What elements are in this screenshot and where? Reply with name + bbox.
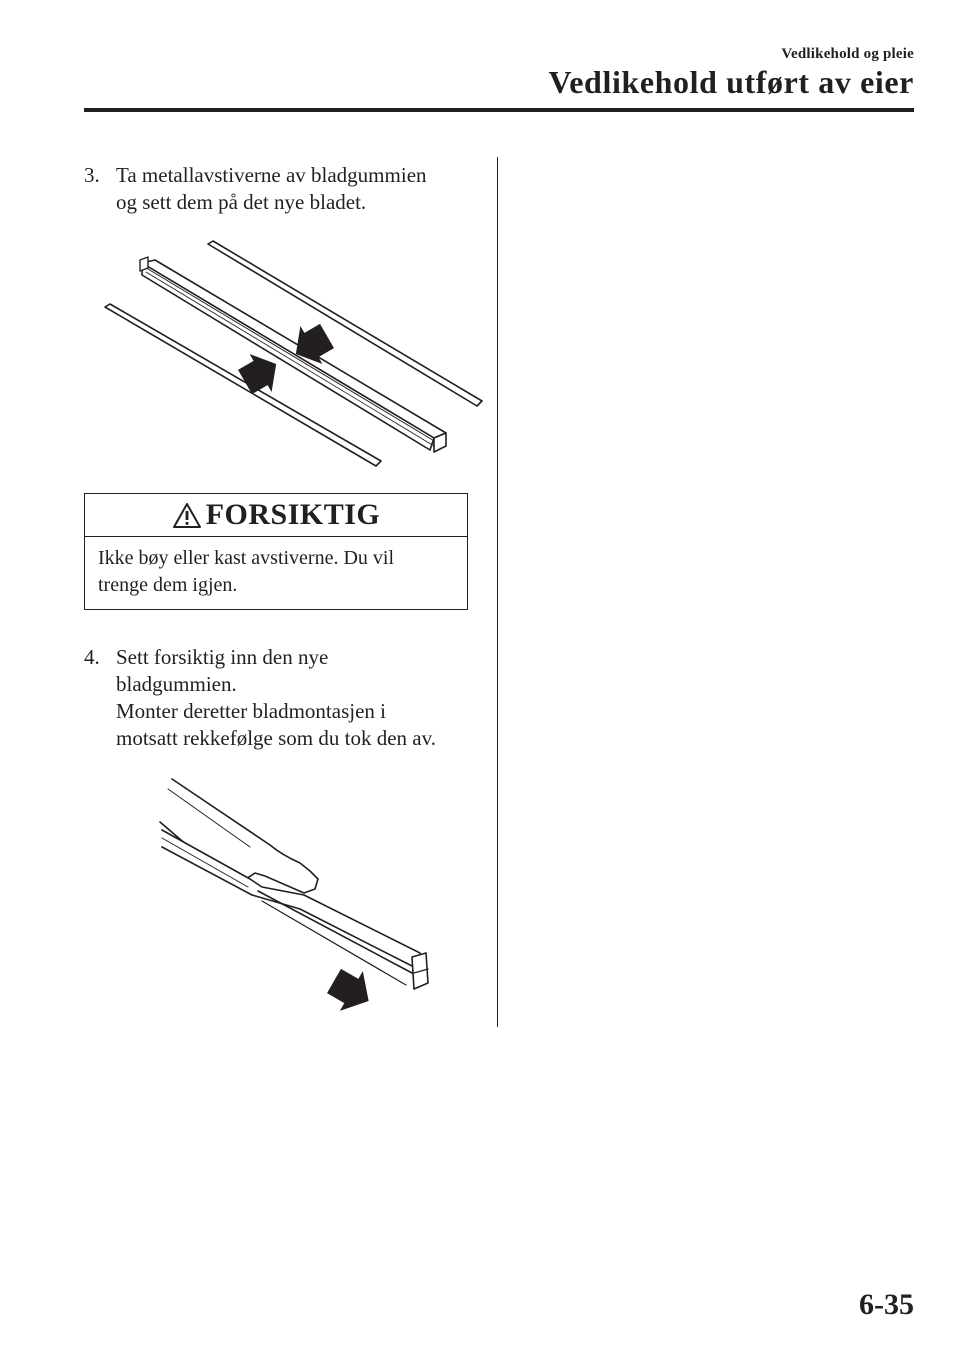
step-3 xyxy=(84,162,494,216)
caution-line: trenge dem igjen. xyxy=(98,574,238,596)
caution-line: Ikke bøy eller kast avstiverne. Du vil xyxy=(98,547,395,569)
figure-stiffeners-removal xyxy=(100,238,490,473)
figure-blade-insertion xyxy=(150,775,440,1020)
step-line: Monter deretter bladmontasjen i xyxy=(116,699,386,723)
header-section-label: Vedlikehold og pleie xyxy=(781,46,914,62)
caution-text xyxy=(85,537,467,599)
step-text xyxy=(116,162,494,216)
warning-triangle-icon xyxy=(172,502,202,529)
header-rule xyxy=(84,108,914,112)
step-line: bladgummien. xyxy=(116,672,237,696)
caution-title: FORSIKTIG xyxy=(205,498,381,531)
caution-box xyxy=(84,493,468,610)
step-line: Sett forsiktig inn den nye xyxy=(116,645,329,669)
arrow-icon xyxy=(323,961,381,1020)
step-line: motsatt rekkefølge som du tok den av. xyxy=(116,726,436,750)
column-divider xyxy=(497,157,498,1027)
step-number: 3. xyxy=(84,163,100,187)
page-title: Vedlikehold utført av eier xyxy=(548,64,914,100)
step-number: 4. xyxy=(84,645,100,669)
step-text xyxy=(116,644,494,752)
caution-header xyxy=(85,494,467,537)
step-4 xyxy=(84,644,494,752)
step-line: og sett dem på det nye bladet. xyxy=(116,190,367,214)
page-number: 6-35 xyxy=(859,1288,914,1321)
step-line: Ta metallavstiverne av bladgummien xyxy=(116,163,427,187)
